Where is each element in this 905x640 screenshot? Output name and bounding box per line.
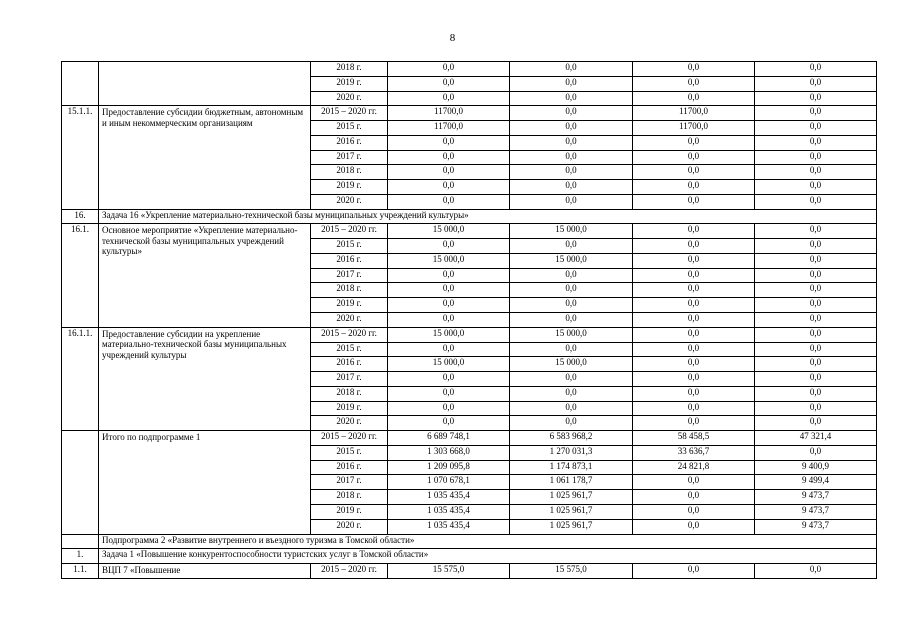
period-cell: 2020 г. — [311, 519, 388, 534]
amount-cell: 0,0 — [388, 165, 510, 180]
amount-cell: 0,0 — [388, 150, 510, 165]
period-cell: 2019 г. — [311, 180, 388, 195]
amount-cell: 0,0 — [755, 313, 877, 328]
amount-cell: 0,0 — [633, 150, 755, 165]
task-title: Подпрограмма 2 «Развитие внутреннего и въездного туризма в Томской области» — [99, 534, 877, 549]
amount-cell: 0,0 — [755, 106, 877, 121]
period-cell: 2016 г. — [311, 357, 388, 372]
period-cell: 2018 г. — [311, 62, 388, 77]
amount-cell: 0,0 — [755, 416, 877, 431]
amount-cell: 11700,0 — [388, 121, 510, 136]
amount-cell: 0,0 — [510, 268, 633, 283]
amount-cell: 15 000,0 — [510, 327, 633, 342]
amount-cell: 0,0 — [388, 62, 510, 77]
amount-cell: 0,0 — [755, 180, 877, 195]
table-row — [62, 209, 877, 224]
row-number — [62, 62, 99, 106]
amount-cell: 15 000,0 — [388, 327, 510, 342]
amount-cell: 0,0 — [755, 62, 877, 77]
amount-cell: 0,0 — [755, 327, 877, 342]
amount-cell: 0,0 — [510, 298, 633, 313]
amount-cell: 0,0 — [510, 165, 633, 180]
amount-cell: 1 270 031,3 — [510, 445, 633, 460]
period-cell: 2020 г. — [311, 313, 388, 328]
amount-cell: 0,0 — [755, 121, 877, 136]
amount-cell: 0,0 — [510, 135, 633, 150]
amount-cell: 0,0 — [755, 150, 877, 165]
amount-cell: 0,0 — [633, 327, 755, 342]
amount-cell: 0,0 — [633, 490, 755, 505]
amount-cell: 0,0 — [633, 91, 755, 106]
amount-cell: 11700,0 — [388, 106, 510, 121]
amount-cell: 15 000,0 — [510, 224, 633, 239]
amount-cell: 0,0 — [633, 165, 755, 180]
amount-cell: 0,0 — [633, 357, 755, 372]
period-cell: 2015 – 2020 гг. — [311, 106, 388, 121]
amount-cell: 0,0 — [510, 150, 633, 165]
amount-cell: 0,0 — [755, 91, 877, 106]
amount-cell: 0,0 — [755, 135, 877, 150]
amount-cell: 0,0 — [388, 268, 510, 283]
amount-cell: 0,0 — [755, 283, 877, 298]
amount-cell: 0,0 — [755, 194, 877, 209]
amount-cell: 0,0 — [510, 121, 633, 136]
amount-cell: 0,0 — [633, 504, 755, 519]
amount-cell: 0,0 — [633, 253, 755, 268]
amount-cell: 0,0 — [633, 386, 755, 401]
amount-cell: 0,0 — [388, 135, 510, 150]
amount-cell: 0,0 — [388, 91, 510, 106]
period-cell: 2017 г. — [311, 475, 388, 490]
amount-cell: 0,0 — [633, 283, 755, 298]
period-cell: 2018 г. — [311, 283, 388, 298]
amount-cell: 0,0 — [755, 445, 877, 460]
amount-cell: 0,0 — [510, 91, 633, 106]
amount-cell: 0,0 — [388, 342, 510, 357]
amount-cell: 0,0 — [510, 313, 633, 328]
period-cell: 2015 г. — [311, 445, 388, 460]
period-cell: 2015 – 2020 гг. — [311, 327, 388, 342]
amount-cell: 1 035 435,4 — [388, 519, 510, 534]
period-cell: 2017 г. — [311, 150, 388, 165]
amount-cell: 0,0 — [755, 298, 877, 313]
amount-cell: 0,0 — [633, 268, 755, 283]
amount-cell: 0,0 — [633, 313, 755, 328]
amount-cell: 1 035 435,4 — [388, 504, 510, 519]
amount-cell: 0,0 — [633, 194, 755, 209]
amount-cell: 15 575,0 — [388, 564, 510, 579]
period-cell: 2015 г. — [311, 342, 388, 357]
table-row — [62, 327, 877, 342]
amount-cell: 1 025 961,7 — [510, 519, 633, 534]
row-number: 16.1. — [62, 224, 99, 327]
row-number: 16. — [62, 209, 99, 224]
table-row — [62, 62, 877, 77]
amount-cell: 0,0 — [388, 313, 510, 328]
period-cell: 2018 г. — [311, 165, 388, 180]
amount-cell: 0,0 — [510, 401, 633, 416]
amount-cell: 58 458,5 — [633, 431, 755, 446]
period-cell: 2020 г. — [311, 91, 388, 106]
amount-cell: 9 473,7 — [755, 504, 877, 519]
amount-cell: 0,0 — [755, 564, 877, 579]
period-cell: 2019 г. — [311, 76, 388, 91]
amount-cell: 0,0 — [755, 372, 877, 387]
amount-cell: 0,0 — [755, 342, 877, 357]
task-title: Задача 1 «Повышение конкурентоспособности туристских услуг в Томской области» — [99, 549, 877, 564]
amount-cell: 0,0 — [388, 372, 510, 387]
amount-cell: 0,0 — [510, 62, 633, 77]
amount-cell: 9 400,9 — [755, 460, 877, 475]
period-cell: 2019 г. — [311, 401, 388, 416]
amount-cell: 0,0 — [633, 180, 755, 195]
row-number — [62, 534, 99, 549]
row-description: Предоставление субсидии бюджетным, автономным и иным некоммерческим организациям — [99, 106, 311, 209]
amount-cell: 0,0 — [510, 106, 633, 121]
amount-cell: 0,0 — [633, 76, 755, 91]
period-cell: 2016 г. — [311, 135, 388, 150]
table-row — [62, 106, 877, 121]
amount-cell: 1 209 095,8 — [388, 460, 510, 475]
amount-cell: 0,0 — [755, 357, 877, 372]
row-number — [62, 431, 99, 534]
amount-cell: 1 025 961,7 — [510, 490, 633, 505]
amount-cell: 0,0 — [755, 224, 877, 239]
amount-cell: 15 000,0 — [388, 357, 510, 372]
row-description: Предоставление субсидии на укрепление материально-технической базы муниципальных учреждений культуры — [99, 327, 311, 430]
table-row — [62, 534, 877, 549]
amount-cell: 0,0 — [633, 519, 755, 534]
row-number: 15.1.1. — [62, 106, 99, 209]
amount-cell: 0,0 — [633, 239, 755, 254]
amount-cell: 1 035 435,4 — [388, 490, 510, 505]
row-description: ВЦП 7 «Повышение — [99, 564, 311, 579]
table-row — [62, 224, 877, 239]
amount-cell: 1 025 961,7 — [510, 504, 633, 519]
amount-cell: 0,0 — [755, 401, 877, 416]
period-cell: 2015 – 2020 гг. — [311, 224, 388, 239]
amount-cell: 15 575,0 — [510, 564, 633, 579]
amount-cell: 0,0 — [755, 386, 877, 401]
period-cell: 2015 – 2020 гг. — [311, 564, 388, 579]
amount-cell: 6 583 968,2 — [510, 431, 633, 446]
amount-cell: 0,0 — [388, 416, 510, 431]
amount-cell: 9 499,4 — [755, 475, 877, 490]
period-cell: 2015 – 2020 гг. — [311, 431, 388, 446]
amount-cell: 0,0 — [388, 283, 510, 298]
row-description: Основное мероприятие «Укрепление материально-технической базы муниципальных учреждений культуры» — [99, 224, 311, 327]
amount-cell: 0,0 — [510, 194, 633, 209]
period-cell: 2019 г. — [311, 504, 388, 519]
period-cell: 2015 г. — [311, 121, 388, 136]
amount-cell: 0,0 — [388, 401, 510, 416]
amount-cell: 0,0 — [755, 253, 877, 268]
row-number: 1.1. — [62, 564, 99, 579]
row-description — [99, 62, 311, 106]
row-number: 1. — [62, 549, 99, 564]
amount-cell: 9 473,7 — [755, 490, 877, 505]
amount-cell: 0,0 — [633, 342, 755, 357]
amount-cell: 0,0 — [388, 239, 510, 254]
period-cell: 2017 г. — [311, 268, 388, 283]
amount-cell: 0,0 — [633, 224, 755, 239]
amount-cell: 1 061 178,7 — [510, 475, 633, 490]
amount-cell: 0,0 — [633, 475, 755, 490]
task-title: Задача 16 «Укрепление материально-технической базы муниципальных учреждений культуры» — [99, 209, 877, 224]
period-cell: 2018 г. — [311, 386, 388, 401]
amount-cell: 0,0 — [755, 165, 877, 180]
period-cell: 2020 г. — [311, 416, 388, 431]
amount-cell: 0,0 — [510, 416, 633, 431]
amount-cell: 11700,0 — [633, 106, 755, 121]
amount-cell: 0,0 — [510, 283, 633, 298]
period-cell: 2016 г. — [311, 253, 388, 268]
amount-cell: 24 821,8 — [633, 460, 755, 475]
table-row — [62, 564, 877, 579]
amount-cell: 0,0 — [510, 239, 633, 254]
amount-cell: 0,0 — [510, 386, 633, 401]
amount-cell: 1 070 678,1 — [388, 475, 510, 490]
amount-cell: 15 000,0 — [510, 357, 633, 372]
amount-cell: 0,0 — [388, 180, 510, 195]
table-row — [62, 431, 877, 446]
amount-cell: 0,0 — [633, 564, 755, 579]
amount-cell: 0,0 — [633, 372, 755, 387]
period-cell: 2020 г. — [311, 194, 388, 209]
amount-cell: 15 000,0 — [388, 253, 510, 268]
amount-cell: 0,0 — [633, 298, 755, 313]
amount-cell: 0,0 — [388, 194, 510, 209]
amount-cell: 0,0 — [510, 76, 633, 91]
amount-cell: 0,0 — [510, 180, 633, 195]
page-number: 8 — [449, 32, 456, 44]
amount-cell: 0,0 — [510, 342, 633, 357]
amount-cell: 11700,0 — [633, 121, 755, 136]
amount-cell: 1 303 668,0 — [388, 445, 510, 460]
period-cell: 2019 г. — [311, 298, 388, 313]
amount-cell: 0,0 — [388, 386, 510, 401]
amount-cell: 0,0 — [388, 76, 510, 91]
amount-cell: 0,0 — [633, 416, 755, 431]
amount-cell: 15 000,0 — [388, 224, 510, 239]
amount-cell: 0,0 — [755, 76, 877, 91]
amount-cell: 0,0 — [755, 268, 877, 283]
amount-cell: 0,0 — [633, 401, 755, 416]
table-row — [62, 549, 877, 564]
amount-cell: 0,0 — [388, 298, 510, 313]
amount-cell: 6 689 748,1 — [388, 431, 510, 446]
amount-cell: 33 636,7 — [633, 445, 755, 460]
amount-cell: 1 174 873,1 — [510, 460, 633, 475]
period-cell: 2016 г. — [311, 460, 388, 475]
row-description: Итого по подпрограмме 1 — [99, 431, 311, 534]
budget-table — [61, 61, 877, 579]
amount-cell: 15 000,0 — [510, 253, 633, 268]
row-number: 16.1.1. — [62, 327, 99, 430]
amount-cell: 9 473,7 — [755, 519, 877, 534]
amount-cell: 0,0 — [755, 239, 877, 254]
period-cell: 2015 г. — [311, 239, 388, 254]
amount-cell: 47 321,4 — [755, 431, 877, 446]
period-cell: 2018 г. — [311, 490, 388, 505]
amount-cell: 0,0 — [633, 62, 755, 77]
amount-cell: 0,0 — [633, 135, 755, 150]
amount-cell: 0,0 — [510, 372, 633, 387]
period-cell: 2017 г. — [311, 372, 388, 387]
